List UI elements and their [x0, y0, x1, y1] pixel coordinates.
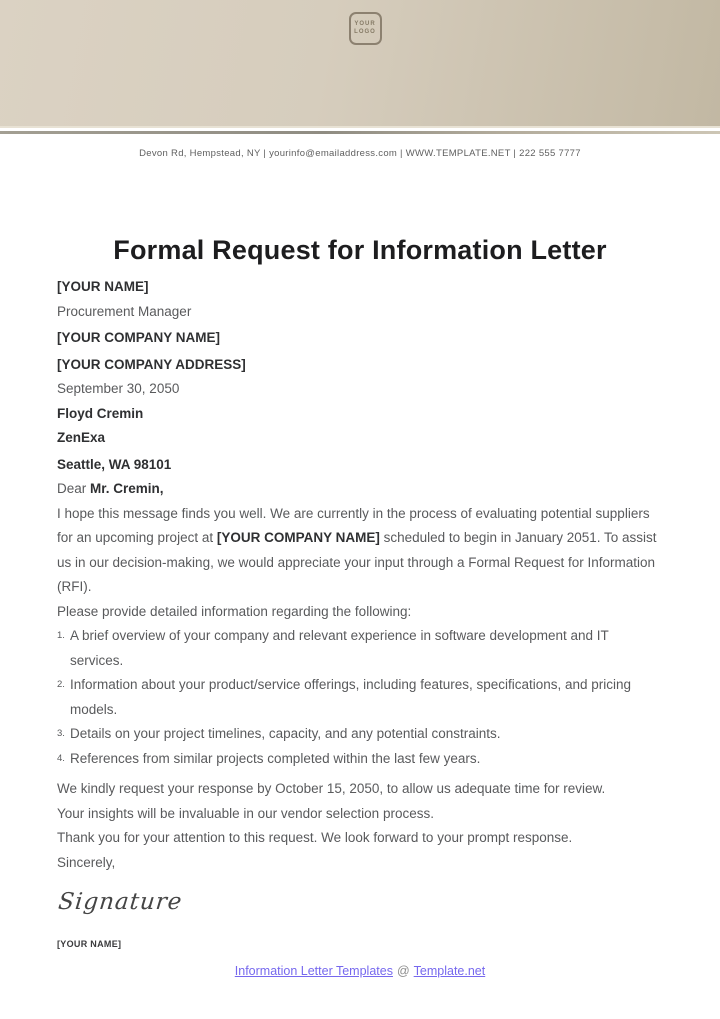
list-item-text: Details on your project timelines, capacity, and any potential constraints.	[70, 726, 501, 741]
list-item	[57, 747, 664, 772]
salutation-name: Mr. Cremin,	[90, 481, 164, 496]
footer-link-template-net[interactable]: Template.net	[413, 964, 486, 978]
paragraph-intro-post: scheduled to begin in January 2051. To assist us in our decision-making, we would appreciate your input through a Formal Request for Information (RFI).	[57, 530, 657, 594]
closing-line: Your insights will be invaluable in our vendor selection process.	[57, 805, 434, 821]
list-item-text: Information about your product/service offerings, including features, specifications, and pricing models.	[70, 677, 632, 717]
list-item-number: 3.	[57, 728, 65, 739]
recipient-location: Seattle, WA 98101	[57, 456, 172, 472]
header-band	[0, 0, 720, 126]
list-item-number: 4.	[57, 752, 65, 764]
letter-body	[0, 267, 720, 950]
signature-name: [YOUR NAME]	[57, 939, 122, 949]
list-item-text: A brief overview of your company and relevant experience in software development and IT services.	[70, 628, 609, 668]
list-item-number: 2.	[57, 679, 65, 690]
list-item-text: References from similar projects completed within the last few years.	[70, 750, 481, 766]
salutation-prefix: Dear	[57, 481, 91, 496]
paragraph-intro	[57, 502, 664, 600]
footer	[0, 964, 720, 979]
paragraph-intro-pre: I hope this message finds you well. We are currently in the process of evaluating potential suppliers for an upcoming project at	[57, 505, 650, 545]
footer-separator: @	[396, 964, 410, 978]
footer-link-templates[interactable]: Information Letter Templates	[234, 964, 393, 978]
closing-line: Sincerely,	[57, 854, 116, 870]
logo-text-line1: YOUR	[354, 21, 376, 27]
sender-company-address: [YOUR COMPANY ADDRESS]	[57, 356, 246, 372]
contact-line: Devon Rd, Hempstead, NY | yourinfo@emailaddress.com | WWW.TEMPLATE.NET | 222 555 7777	[139, 148, 581, 159]
salutation	[57, 477, 664, 502]
sender-role: Procurement Manager	[57, 303, 192, 319]
list-item	[57, 722, 664, 747]
letter-title: Formal Request for Information Letter	[113, 235, 607, 265]
paragraph-intro-company: [YOUR COMPANY NAME]	[216, 530, 380, 545]
header-rule	[0, 131, 720, 134]
recipient-company: ZenExa	[57, 430, 106, 445]
list-item-number: 1.	[57, 630, 65, 641]
list-intro: Please provide detailed information regarding the following:	[57, 603, 412, 619]
sender-company: [YOUR COMPANY NAME]	[57, 330, 221, 345]
logo-placeholder	[349, 12, 382, 45]
signature-script: Signature	[57, 889, 184, 915]
sender-name: [YOUR NAME]	[57, 279, 149, 294]
list-item	[57, 673, 664, 722]
closing-line: We kindly request your response by October 15, 2050, to allow us adequate time for review.	[57, 781, 606, 796]
letter-date: September 30, 2050	[57, 381, 180, 396]
closing-line: Thank you for your attention to this request. We look forward to your prompt response.	[57, 830, 573, 845]
list-item	[57, 624, 664, 673]
logo-text-line2: LOGO	[354, 28, 376, 35]
recipient-name: Floyd Cremin	[57, 405, 144, 421]
